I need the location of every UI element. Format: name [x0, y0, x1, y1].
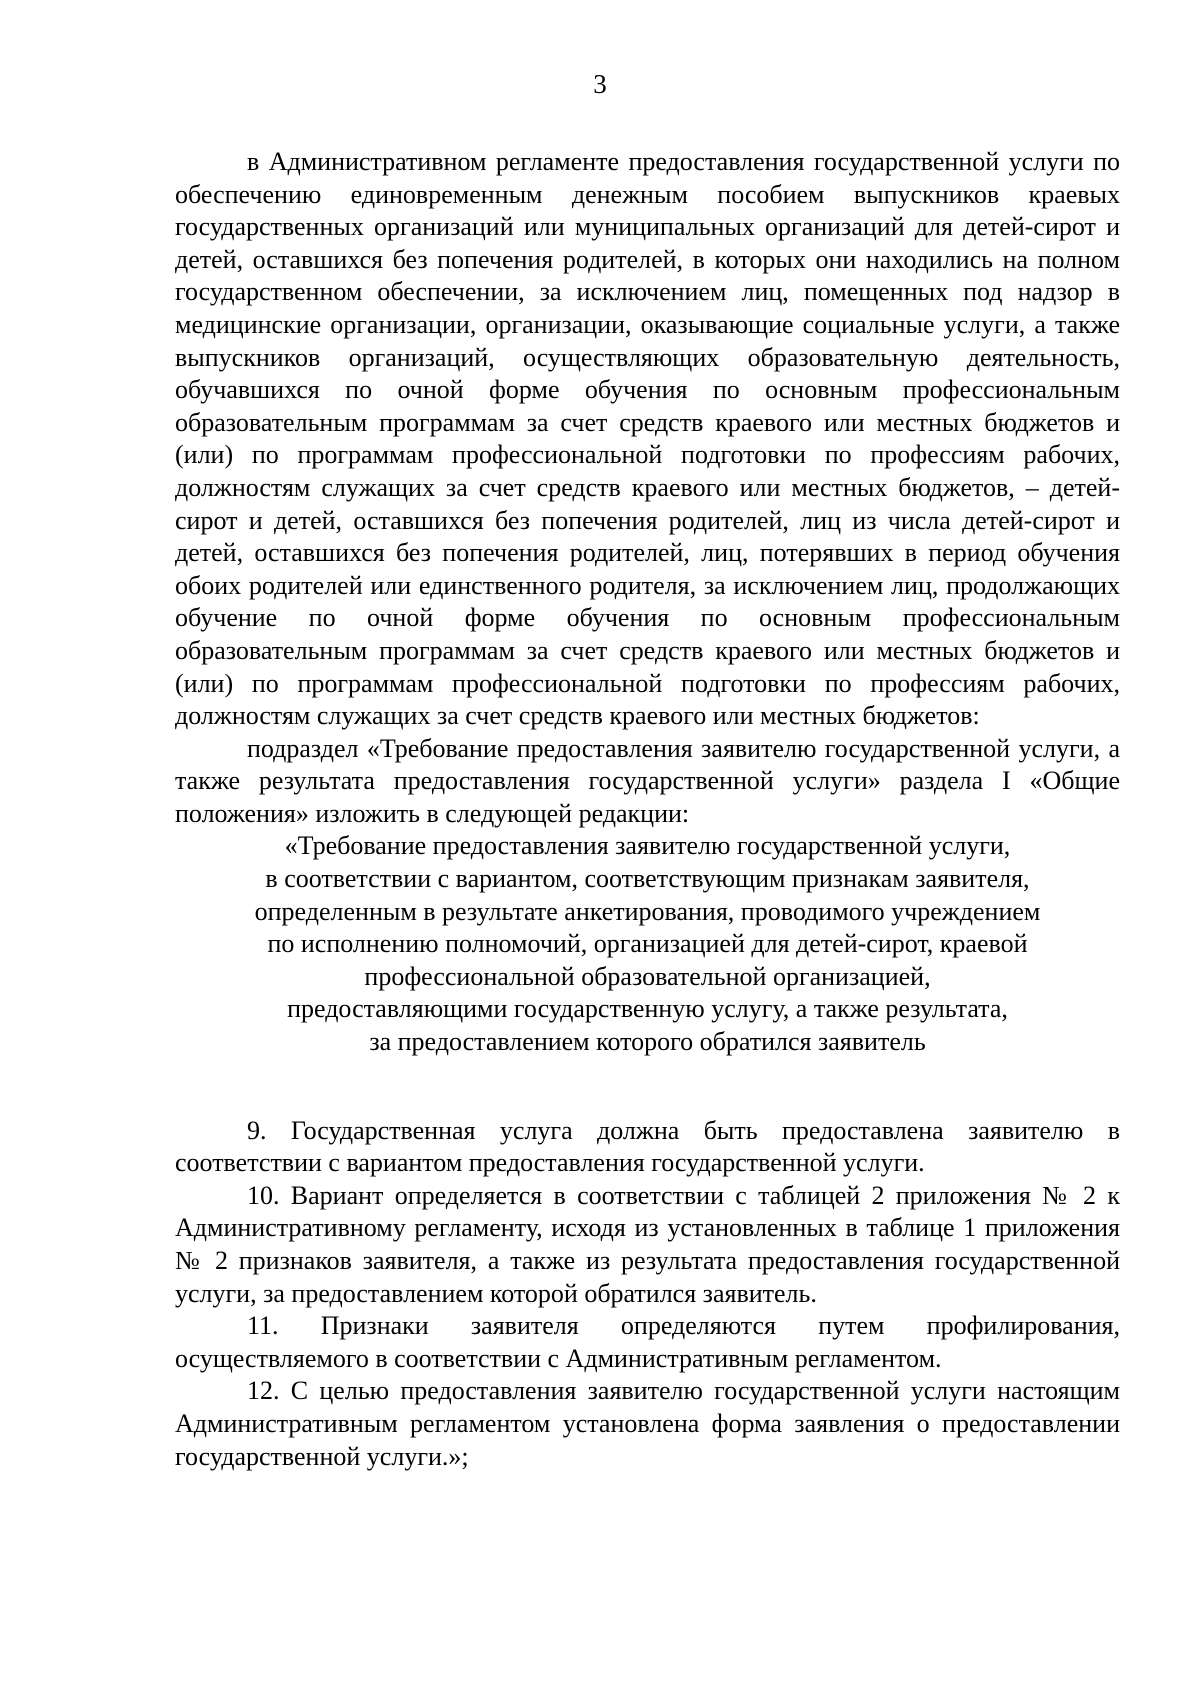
paragraph-subsection-instruction: подраздел «Требование предоставления заявителю государственной услуги, а также результата предоставления государственной услуги» раздела I «Общие положения» изложить в следующей редакции: — [175, 733, 1120, 828]
heading-line: определенным в результате анкетирования, проводимого учреждением — [254, 896, 1041, 926]
paragraph-item-12: 12. С целью предоставления заявителю государственной услуги настоящим Административным регламентом установлена форма заявления о предоставлении государственной услуги.»; — [175, 1376, 1120, 1471]
paragraph-item-11: 11. Признаки заявителя определяются путем профилирования, осуществляемого в соответствии с Административным регламентом. — [175, 1311, 1120, 1373]
heading-line: в соответствии с вариантом, соответствующим признакам заявителя, — [265, 864, 1030, 894]
heading-line: за предоставлением которого обратился заявитель — [369, 1027, 926, 1057]
paragraph-amendment-intro: в Административном регламенте предоставления государственной услуги по обеспечению единовременным денежным пособием выпускников краевых государственных организаций или муниципальных организаций для детей-сирот и детей, оставшихся без попечения родителей, в которых они находились на полном государственном обеспечении, за исключением лиц, помещенных под надзор в медицинские организации, организации, оказывающие социальные услуги, а также выпускников организаций, осуществляющих образовательную деятельность, обучавшихся по очной форме обучения по основным профессиональным образовательным программам за счет средств краевого или местных бюджетов и (или) по программам профессиональной подготовки по профессиям рабочих, должностям служащих за счет средств краевого или местных бюджетов, – детей-сирот и детей, оставшихся без попечения родителей, лиц из числа детей-сирот и детей, оставшихся без попечения родителей, лиц, потерявших в период обучения обоих родителей или единственного родителя, за исключением лиц, продолжающих обучение по очной форме обучения по основным профессиональным образовательным программам за счет средств краевого или местных бюджетов и (или) по программам профессиональной подготовки по профессиям рабочих, должностям служащих за счет средств краевого или местных бюджетов: — [175, 147, 1120, 731]
heading-line: профессиональной образовательной организацией, — [364, 961, 931, 991]
spacer — [175, 1059, 1120, 1115]
heading-line: «Требование предоставления заявителю государственной услуги, — [284, 831, 1011, 861]
page-number: 3 — [593, 69, 607, 99]
paragraph-item-10: 10. Вариант определяется в соответствии с таблицей 2 приложения № 2 к Административному регламенту, исходя из установленных в таблице 1 приложения № 2 признаков заявителя, а также из результата предоставления государственной услуги, за предоставлением которой обратился заявитель. — [175, 1180, 1120, 1308]
heading-line: предоставляющими государственную услугу, а также результата, — [287, 994, 1008, 1024]
document-body — [175, 146, 1120, 1473]
heading-line: по исполнению полномочий, организацией для детей-сирот, краевой — [267, 929, 1028, 959]
subsection-heading — [175, 830, 1120, 1058]
paragraph-item-9: 9. Государственная услуга должна быть предоставлена заявителю в соответствии с вариантом предоставления государственной услуги. — [175, 1115, 1120, 1178]
